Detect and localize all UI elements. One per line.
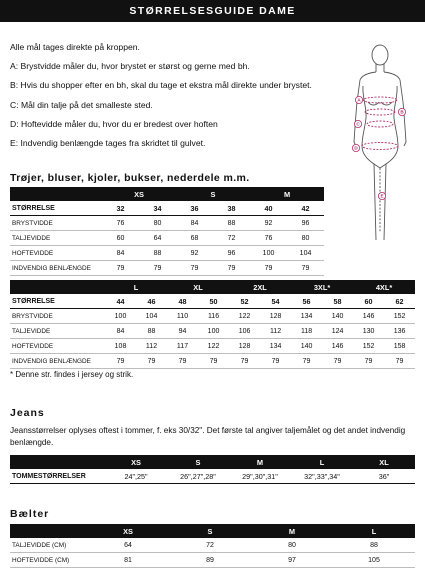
table-cell: 79 bbox=[287, 261, 324, 276]
group-l: L bbox=[291, 455, 353, 469]
table-cell: 104 bbox=[136, 309, 167, 324]
intro-text bbox=[10, 43, 315, 158]
size-group-header bbox=[10, 524, 415, 538]
table-cell: 79 bbox=[139, 261, 176, 276]
size-cell: 62 bbox=[384, 294, 415, 309]
group-xl: XL bbox=[353, 455, 415, 469]
table-cell: 96 bbox=[287, 216, 324, 231]
table-cell: 88 bbox=[213, 216, 250, 231]
table-cell: 158 bbox=[384, 339, 415, 354]
table-cell: 110 bbox=[167, 309, 198, 324]
group-m: M bbox=[251, 524, 333, 538]
group-m: M bbox=[229, 455, 291, 469]
section-heading-belts: Bælter bbox=[10, 508, 50, 520]
body-measurement-figure bbox=[340, 42, 422, 242]
table-cell: 24",25" bbox=[105, 469, 167, 484]
size-cell: 46 bbox=[136, 294, 167, 309]
size-group-header bbox=[10, 280, 415, 294]
table-cell: 134 bbox=[260, 339, 291, 354]
table-cell: 79 bbox=[213, 261, 250, 276]
table-cell: 92 bbox=[176, 246, 213, 261]
row-label: HOFTEVIDDE (CM) bbox=[10, 553, 87, 568]
group-m: M bbox=[250, 187, 324, 201]
size-label: STØRRELSE bbox=[10, 201, 102, 216]
table-cell: 36" bbox=[353, 469, 415, 484]
table-cell: 136 bbox=[384, 324, 415, 339]
row-label: INDVENDIG BENLÆNGDE bbox=[10, 261, 102, 276]
table-cell: 79 bbox=[198, 354, 229, 369]
table-cell: 79 bbox=[102, 261, 139, 276]
table-cell: 79 bbox=[176, 261, 213, 276]
size-group-header bbox=[10, 455, 415, 469]
size-row bbox=[10, 294, 415, 309]
table-cell: 92 bbox=[250, 216, 287, 231]
footnote: * Denne str. findes i jersey og strik. bbox=[10, 370, 134, 379]
table-cell: 122 bbox=[229, 309, 260, 324]
table-row bbox=[10, 538, 415, 553]
size-cell: 38 bbox=[213, 201, 250, 216]
table-cell: 140 bbox=[291, 339, 322, 354]
table-cell: 104 bbox=[287, 246, 324, 261]
table-row bbox=[10, 216, 324, 231]
group-xs: XS bbox=[102, 187, 176, 201]
table-row bbox=[10, 324, 415, 339]
header-blank bbox=[10, 524, 87, 538]
group-xl: XL bbox=[167, 280, 229, 294]
size-table-small bbox=[10, 187, 324, 276]
table-cell: 128 bbox=[229, 339, 260, 354]
table-cell: 100 bbox=[198, 324, 229, 339]
header-blank bbox=[10, 455, 105, 469]
group-l: L bbox=[105, 280, 167, 294]
size-cell: 50 bbox=[198, 294, 229, 309]
table-cell: 112 bbox=[260, 324, 291, 339]
table-row bbox=[10, 309, 415, 324]
table-cell: 79 bbox=[105, 354, 136, 369]
table-cell: 60 bbox=[102, 231, 139, 246]
group-xs: XS bbox=[87, 524, 169, 538]
table-row bbox=[10, 354, 415, 369]
table-cell: 89 bbox=[169, 553, 251, 568]
table-row bbox=[10, 553, 415, 568]
group-xs: XS bbox=[105, 455, 167, 469]
belt-size-table bbox=[10, 524, 415, 568]
table-cell: 88 bbox=[139, 246, 176, 261]
table-cell: 96 bbox=[213, 246, 250, 261]
table-cell: 76 bbox=[102, 216, 139, 231]
marker-e: E bbox=[380, 193, 384, 199]
size-label: STØRRELSE bbox=[10, 294, 105, 309]
intro-line: B: Hvis du shopper efter en bh, skal du tage et ekstra mål direkte under brystet. bbox=[10, 80, 312, 91]
table-cell: 108 bbox=[105, 339, 136, 354]
table-row bbox=[10, 261, 324, 276]
table-cell: 134 bbox=[291, 309, 322, 324]
table-cell: 79 bbox=[229, 354, 260, 369]
group-4xl: 4XL* bbox=[353, 280, 415, 294]
size-cell: 56 bbox=[291, 294, 322, 309]
table-cell: 146 bbox=[353, 309, 384, 324]
table-cell: 26",27",28" bbox=[167, 469, 229, 484]
size-cell: 32 bbox=[102, 201, 139, 216]
size-cell: 34 bbox=[139, 201, 176, 216]
size-cell: 48 bbox=[167, 294, 198, 309]
table-cell: 79 bbox=[250, 261, 287, 276]
table-cell: 80 bbox=[287, 231, 324, 246]
table-cell: 64 bbox=[139, 231, 176, 246]
table-cell: 112 bbox=[136, 339, 167, 354]
table-cell: 88 bbox=[136, 324, 167, 339]
intro-line: A: Brystvidde måler du, hvor brystet er størst og gerne med bh. bbox=[10, 61, 250, 72]
table-cell: 128 bbox=[260, 309, 291, 324]
marker-c: C bbox=[356, 121, 360, 127]
size-cell: 58 bbox=[322, 294, 353, 309]
row-label: TOMMESTØRRELSER bbox=[10, 469, 105, 484]
table-cell: 84 bbox=[102, 246, 139, 261]
size-cell: 42 bbox=[287, 201, 324, 216]
size-row bbox=[10, 469, 415, 484]
group-l: L bbox=[333, 524, 415, 538]
table-cell: 32",33",34" bbox=[291, 469, 353, 484]
table-cell: 94 bbox=[167, 324, 198, 339]
table-cell: 100 bbox=[105, 309, 136, 324]
row-label: TALJEVIDDE (CM) bbox=[10, 538, 87, 553]
table-cell: 80 bbox=[139, 216, 176, 231]
table-cell: 118 bbox=[291, 324, 322, 339]
table-cell: 81 bbox=[87, 553, 169, 568]
table-cell: 140 bbox=[322, 309, 353, 324]
size-cell: 44 bbox=[105, 294, 136, 309]
row-label: INDVENDIG BENLÆNGDE bbox=[10, 354, 105, 369]
table-cell: 79 bbox=[260, 354, 291, 369]
section-heading-clothes: Trøjer, bluser, kjoler, bukser, nederdele m.m. bbox=[10, 172, 250, 184]
row-label: TALJEVIDDE bbox=[10, 324, 105, 339]
table-cell: 76 bbox=[250, 231, 287, 246]
section-heading-jeans: Jeans bbox=[10, 407, 45, 419]
table-cell: 79 bbox=[353, 354, 384, 369]
table-cell: 79 bbox=[322, 354, 353, 369]
size-table-large bbox=[10, 280, 415, 369]
table-cell: 79 bbox=[167, 354, 198, 369]
table-cell: 88 bbox=[333, 538, 415, 553]
table-cell: 100 bbox=[250, 246, 287, 261]
intro-line: C: Mål din talje på det smalleste sted. bbox=[10, 99, 153, 110]
table-cell: 146 bbox=[322, 339, 353, 354]
table-cell: 105 bbox=[333, 553, 415, 568]
row-label: BRYSTVIDDE bbox=[10, 309, 105, 324]
row-label: TALJEVIDDE bbox=[10, 231, 102, 246]
table-cell: 84 bbox=[105, 324, 136, 339]
table-cell: 79 bbox=[136, 354, 167, 369]
size-row bbox=[10, 201, 324, 216]
size-cell: 40 bbox=[250, 201, 287, 216]
table-cell: 97 bbox=[251, 553, 333, 568]
marker-a: A bbox=[357, 97, 361, 103]
group-3xl: 3XL* bbox=[291, 280, 353, 294]
table-row bbox=[10, 339, 415, 354]
table-cell: 122 bbox=[198, 339, 229, 354]
table-row bbox=[10, 246, 324, 261]
intro-line: Alle mål tages direkte på kroppen. bbox=[10, 42, 140, 52]
table-cell: 80 bbox=[251, 538, 333, 553]
size-cell: 52 bbox=[229, 294, 260, 309]
table-row bbox=[10, 231, 324, 246]
table-cell: 79 bbox=[291, 354, 322, 369]
marker-b: B bbox=[400, 109, 404, 115]
table-cell: 152 bbox=[353, 339, 384, 354]
intro-line: E: Indvendig benlængde tages fra skridtet til gulvet. bbox=[10, 137, 206, 148]
table-cell: 106 bbox=[229, 324, 260, 339]
table-cell: 64 bbox=[87, 538, 169, 553]
table-cell: 79 bbox=[384, 354, 415, 369]
group-2xl: 2XL bbox=[229, 280, 291, 294]
table-cell: 117 bbox=[167, 339, 198, 354]
table-cell: 152 bbox=[384, 309, 415, 324]
jeans-description: Jeansstørrelser oplyses oftest i tommer, f. eks 30/32". Det første tal angiver taljemålet og det andet indvendig benlængde. bbox=[10, 426, 406, 447]
size-cell: 54 bbox=[260, 294, 291, 309]
table-cell: 29",30",31" bbox=[229, 469, 291, 484]
table-cell: 72 bbox=[213, 231, 250, 246]
group-s: S bbox=[169, 524, 251, 538]
jeans-size-table bbox=[10, 455, 415, 484]
size-cell: 60 bbox=[353, 294, 384, 309]
marker-d: D bbox=[354, 145, 358, 151]
group-s: S bbox=[167, 455, 229, 469]
row-label: HOFTEVIDDE bbox=[10, 246, 102, 261]
intro-line: D: Hoftevidde måler du, hvor du er bredest over hoften bbox=[10, 118, 218, 129]
table-cell: 116 bbox=[198, 309, 229, 324]
row-label: BRYSTVIDDE bbox=[10, 216, 102, 231]
table-cell: 130 bbox=[353, 324, 384, 339]
table-cell: 72 bbox=[169, 538, 251, 553]
group-s: S bbox=[176, 187, 250, 201]
size-group-header bbox=[10, 187, 324, 201]
header-blank bbox=[10, 280, 105, 294]
header-blank bbox=[10, 187, 102, 201]
size-cell: 36 bbox=[176, 201, 213, 216]
table-cell: 68 bbox=[176, 231, 213, 246]
table-cell: 84 bbox=[176, 216, 213, 231]
table-cell: 124 bbox=[322, 324, 353, 339]
page-title: STØRRELSESGUIDE DAME bbox=[0, 0, 425, 22]
row-label: HOFTEVIDDE bbox=[10, 339, 105, 354]
